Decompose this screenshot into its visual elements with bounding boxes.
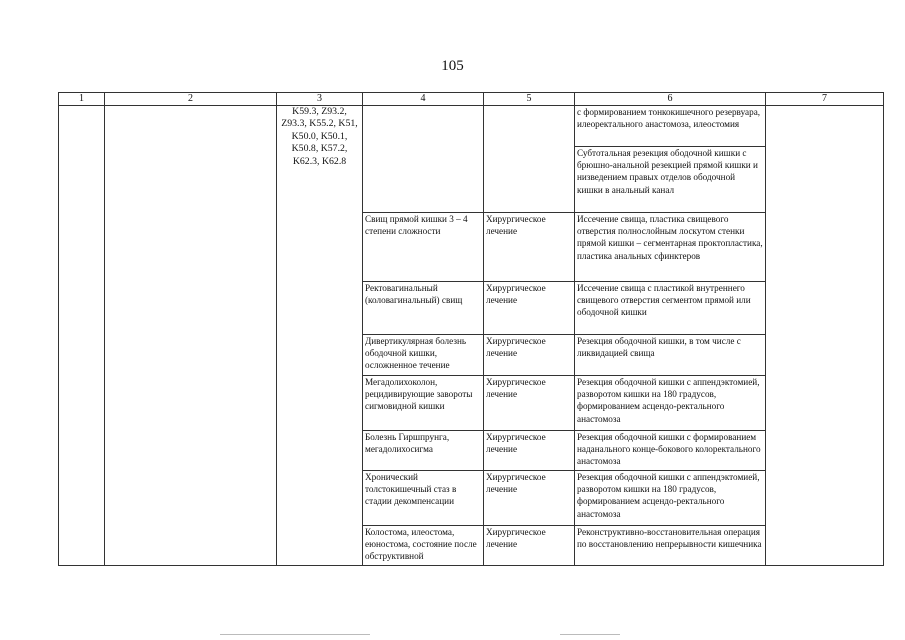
cell-treatment: Хирургическое лечение [484, 431, 575, 471]
cell-group [105, 106, 277, 566]
cell-diagnosis: Мегадолихоколон, рецидивирующие завороты сигмовидной кишки [363, 376, 484, 431]
col-header-6: 6 [575, 93, 766, 106]
scan-artifact-line [560, 634, 620, 635]
page-number: 105 [441, 58, 464, 74]
cell-diagnosis: Ректовагинальный (коловагинальный) свищ [363, 282, 484, 335]
cell-method: Резекция ободочной кишки с аппендэктомией, разворотом кишки на 180 градусов, формированием асцендо-ректального анастомоза [575, 471, 766, 526]
cell-method: с формированием тонкокишечного резервуара, илеоректального анастомоза, илеостомия [575, 106, 766, 147]
col-header-3: 3 [277, 93, 363, 106]
cell-method: Резекция ободочной кишки, в том числе с ликвидацией свища [575, 335, 766, 376]
cell-method: Иссечение свища с пластикой внутреннего свищевого отверстия сегментом прямой или ободочной кишки [575, 282, 766, 335]
col-header-1: 1 [59, 93, 105, 106]
col-header-7: 7 [766, 93, 884, 106]
cell-codes: K59.3, Z93.2, Z93.3, K55.2, K51, K50.0, K50.1, K50.8, K57.2, K62.3, K62.8 [277, 106, 363, 566]
cell-diagnosis: Дивертикулярная болезнь ободочной кишки, осложненное течение [363, 335, 484, 376]
cell-treatment: Хирургическое лечение [484, 282, 575, 335]
services-table [58, 92, 884, 566]
cell-number [59, 106, 105, 566]
scan-artifact-line [220, 634, 370, 635]
cell-treatment: Хирургическое лечение [484, 335, 575, 376]
col-header-5: 5 [484, 93, 575, 106]
cell-diagnosis: Свищ прямой кишки 3 – 4 степени сложности [363, 213, 484, 282]
cell-method: Субтотальная резекция ободочной кишки с брюшно-анальной резекцией прямой кишки и низведением правых отделов ободочной кишки в анальный канал [575, 147, 766, 213]
col-header-2: 2 [105, 93, 277, 106]
cell-method: Реконструктивно-восстановительная операция по восстановлению непрерывности кишечника [575, 526, 766, 566]
cell-treatment [484, 106, 575, 213]
cell-method: Резекция ободочной кишки с формированием наданального конце-бокового колоректального анастомоза [575, 431, 766, 471]
cell-diagnosis: Колостома, илеостома, еюностома, состояние после обструктивной [363, 526, 484, 566]
header-row [59, 93, 884, 106]
cell-method: Резекция ободочной кишки с аппендэктомией, разворотом кишки на 180 градусов, формированием асцендо-ректального анастомоза [575, 376, 766, 431]
cell-treatment: Хирургическое лечение [484, 213, 575, 282]
cell-method: Иссечение свища, пластика свищевого отверстия полнослойным лоскутом стенки прямой кишки – сегментарная проктопластика, пластика анальных сфинктеров [575, 213, 766, 282]
cell-treatment: Хирургическое лечение [484, 376, 575, 431]
col-header-4: 4 [363, 93, 484, 106]
cell-treatment: Хирургическое лечение [484, 471, 575, 526]
cell-diagnosis: Хронический толстокишечный стаз в стадии декомпенсации [363, 471, 484, 526]
table-row [59, 106, 884, 147]
cell-treatment: Хирургическое лечение [484, 526, 575, 566]
cell-col7 [766, 106, 884, 566]
cell-diagnosis: Болезнь Гиршпрунга, мегадолихосигма [363, 431, 484, 471]
cell-diagnosis [363, 106, 484, 213]
